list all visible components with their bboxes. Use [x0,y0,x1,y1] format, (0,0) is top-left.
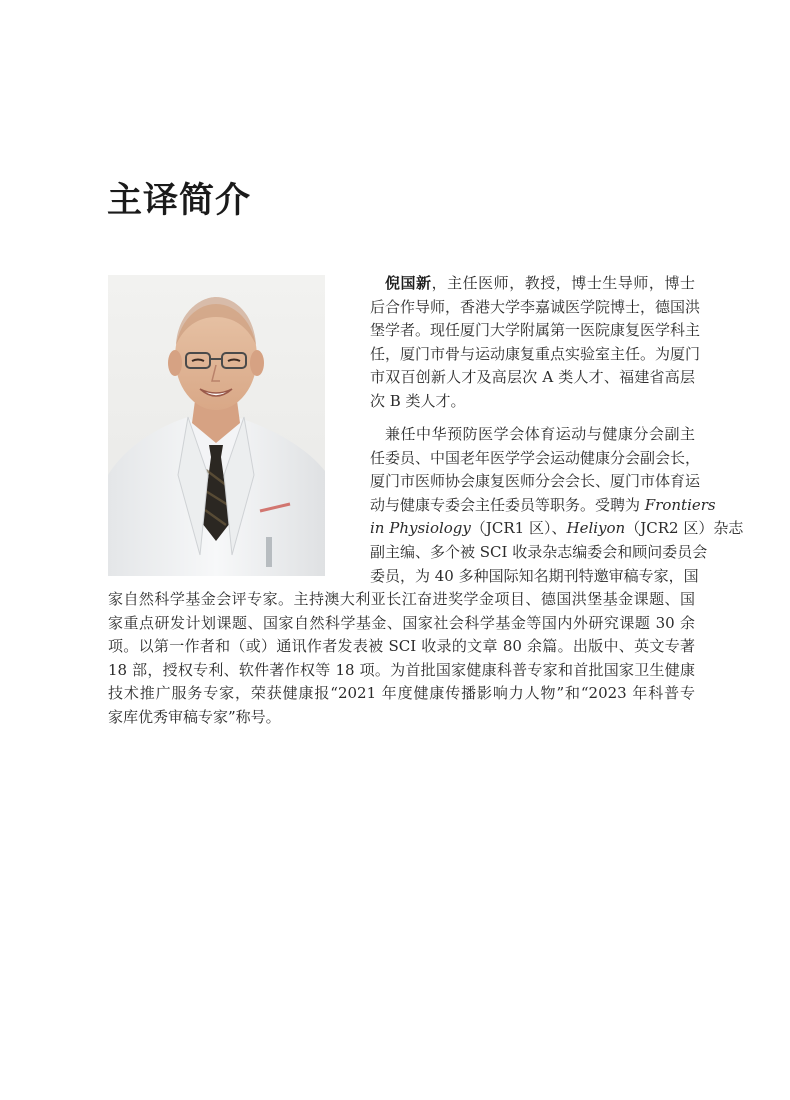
bio-line: 厦门市医师协会康复医师分会会长、厦门市体育运 [370,472,701,491]
author-name: 倪国新 [385,274,432,292]
bio-line: 次 B 类人才。 [370,391,466,410]
bio-line: 项。以第一作者和（或）通讯作者发表被 SCI 收录的文章 80 余篇。出版中、英文专著 [108,637,695,656]
bio-line: 家自然科学基金会评专家。主持澳大利亚长江奋进奖学金项目、德国洪堡基金课题、国 [108,590,695,608]
bio-line: 技术推广服务专家，荣获健康报“2021 年度健康传播影响力人物”和“2023 年科普专 [108,684,695,703]
bio-line: 家重点研发计划课题、国家自然科学基金、国家社会科学基金等国内外研究课题 30 余 [108,613,695,632]
journal-name: Frontiers [644,495,716,514]
bio-paragraph-1 [370,272,701,414]
bio-line: 任委员、中国老年医学学会运动健康分会副会长， [370,448,701,467]
bio-paragraph-2 [370,423,744,588]
bio-line: in Physiology（JCR1 区）、Heliyon（JCR2 区）杂志 [370,519,744,538]
bio-line: 动与健康专委会主任委员等职务。受聘为 Frontiers [370,495,716,514]
bio-paragraph-2-continued [108,588,695,730]
bio-line: 家库优秀审稿专家”称号。 [108,707,281,726]
bio-line: 兼任中华预防医学会体育运动与健康分会副主 [385,425,695,443]
portrait-photo [108,275,325,576]
bio-line: 委员，为 40 多种国际知名期刊特邀审稿专家，国 [370,566,699,585]
journal-name: Heliyon [566,519,626,538]
bio-line: 任，厦门市骨与运动康复重点实验室主任。为厦门 [370,344,701,363]
bio-line: 市双百创新人才及高层次 A 类人才、福建省高层 [370,368,695,387]
journal-name: in Physiology [370,519,471,538]
page-title: 主译简介 [107,180,252,221]
bio-line: 倪国新，主任医师，教授，博士生导师，博士 [385,274,695,292]
bio-line: 副主编、多个被 SCI 收录杂志编委会和顾问委员会 [370,542,708,561]
bio-line: 后合作导师，香港大学李嘉诚医学院博士，德国洪 [370,297,701,316]
bio-line: 堡学者。现任厦门大学附属第一医院康复医学科主 [370,321,701,340]
bio-line: 18 部，授权专利、软件著作权等 18 项。为首批国家健康科普专家和首批国家卫生健康 [108,660,695,679]
